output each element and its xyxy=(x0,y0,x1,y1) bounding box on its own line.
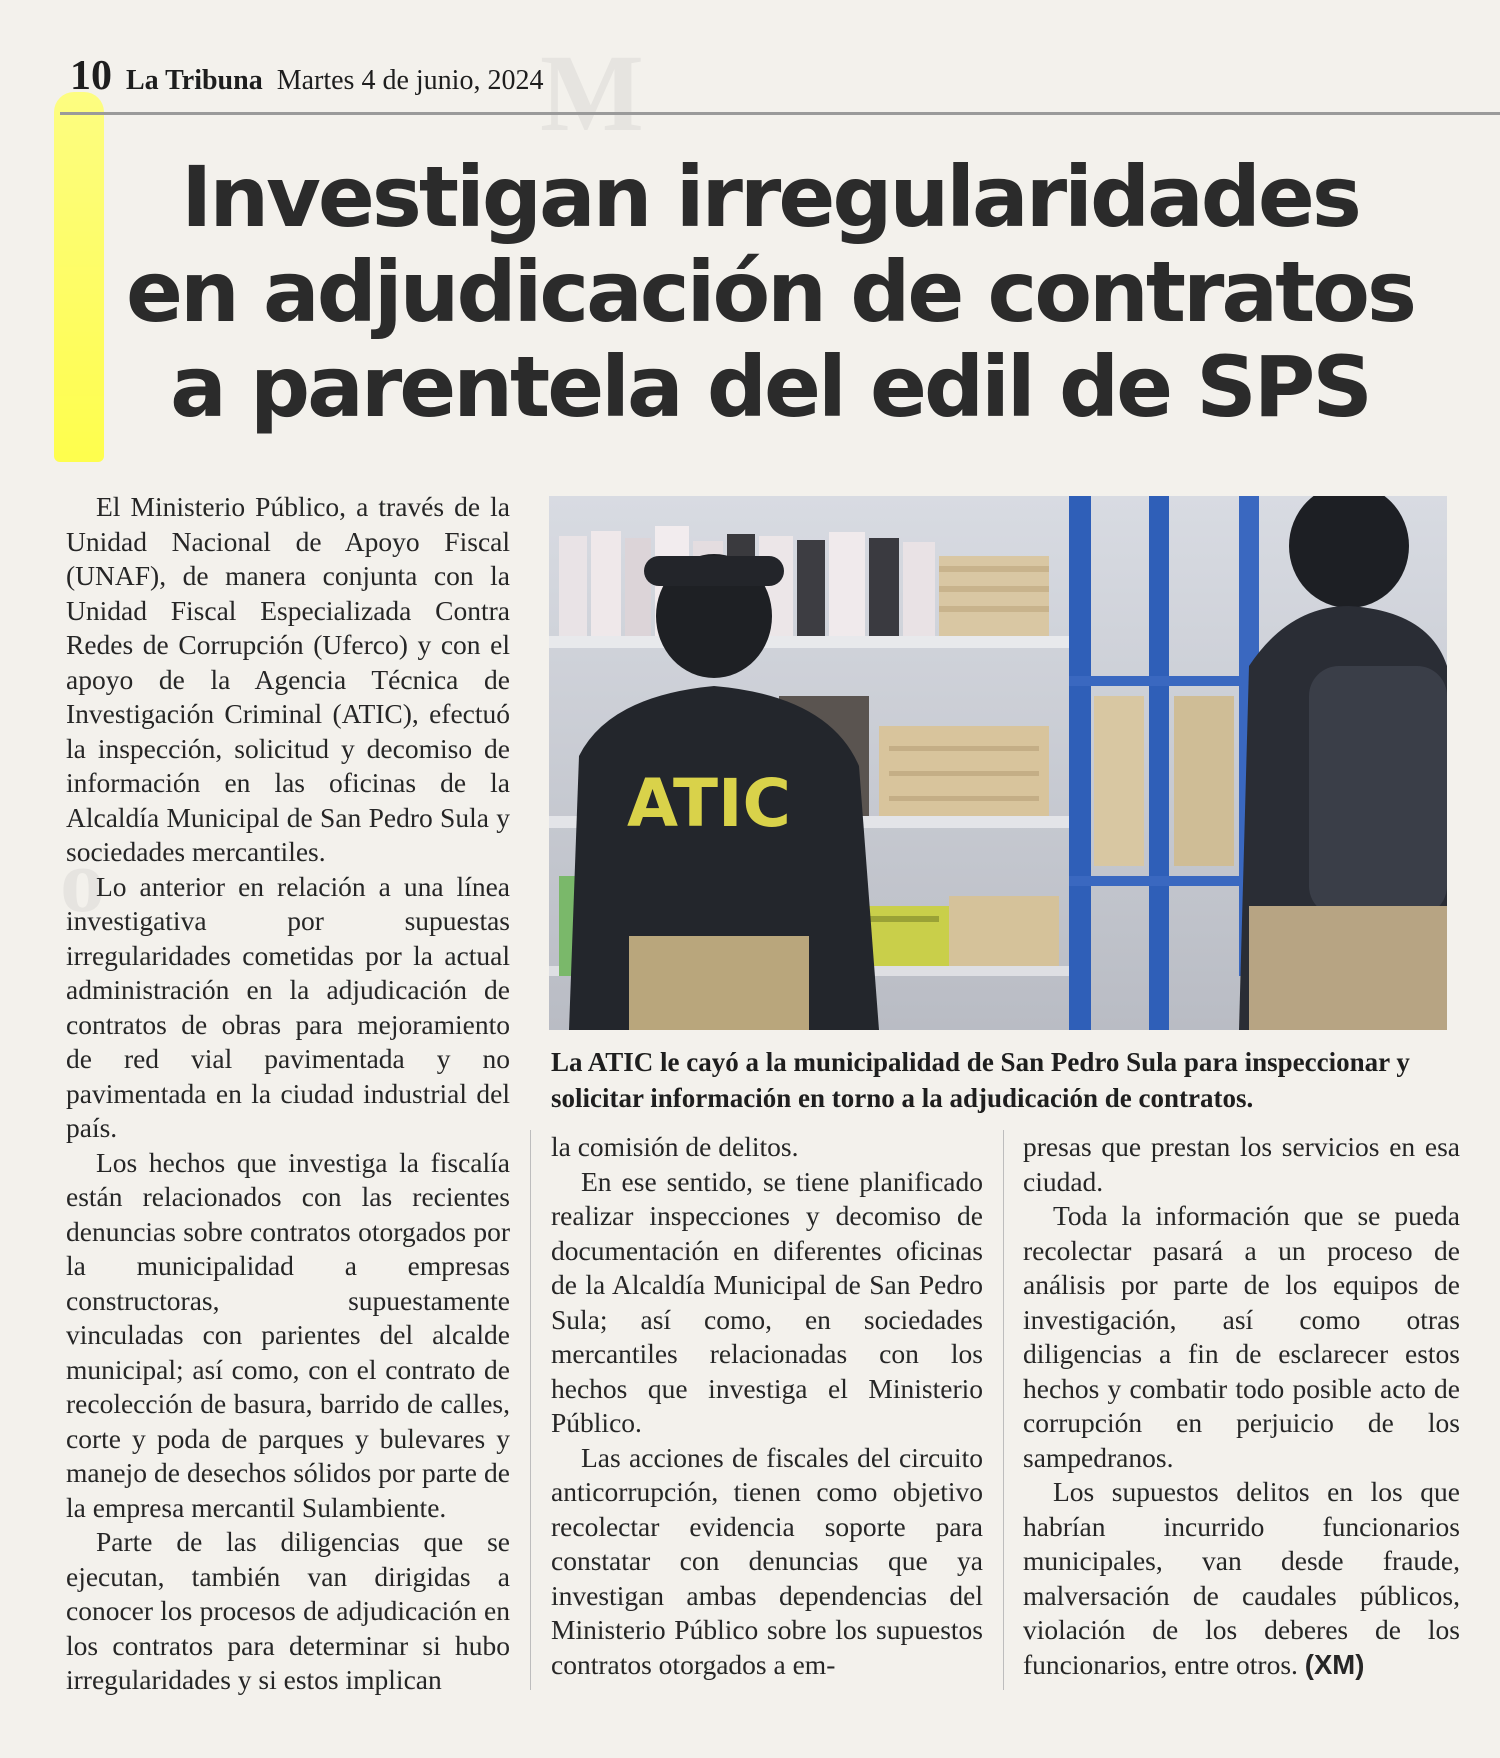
page-number: 10 xyxy=(70,53,112,99)
paragraph-8 xyxy=(1023,1475,1460,1682)
paragraph-5: En ese sentido, se tiene planificado realizar inspecciones y decomiso de documentación en diferentes oficinas de la Alcaldía Municipal de San Pedro Sula; así como, en sociedades mercantiles relacionadas con los hechos que investiga el Ministerio Público. xyxy=(551,1165,983,1438)
paragraph-4-continued: la comisión de delitos. xyxy=(551,1131,799,1162)
paragraph-1: El Ministerio Público, a través de la Unidad Nacional de Apoyo Fiscal (UNAF), de manera conjunta con la Unidad Fiscal Especializada Contra Redes de Corrupción (Uferco) y con el apoyo de la Agencia Técnica de Investigación Criminal (ATIC), efectuó la inspección, solicitud y decomiso de información en las oficinas de la Alcaldía Municipal de San Pedro Sula y sociedades mercantiles. xyxy=(66,491,510,867)
bleed-through-texture: M xyxy=(540,32,644,154)
paragraph-4: Parte de las diligencias que se ejecutan, también van dirigidas a conocer los procesos de adjudicación en los contratos para determinar si hubo irregularidades y si estos implican xyxy=(66,1526,510,1695)
body-column-1 xyxy=(66,490,510,1698)
paragraph-8-text: Los supuestos delitos en los que habrían incurrido funcionarios municipales, van desde fraude, malversación de caudales públicos, violación de los deberes de los funcionarios, entre otros. xyxy=(1023,1476,1460,1680)
body-column-3 xyxy=(1023,1130,1460,1682)
photo-illustration xyxy=(549,496,1447,1030)
headline xyxy=(70,150,1470,435)
headline-line-1: Investigan irregularidades xyxy=(181,148,1359,246)
paragraph-6-continued: presas que prestan los servicios en esa ciudad. xyxy=(1023,1131,1460,1197)
bleed-through-texture-2: o xyxy=(60,832,105,931)
column-divider-1 xyxy=(530,1130,531,1690)
paragraph-7: Toda la información que se pueda recolectar pasará a un proceso de análisis por parte de los equipos de investigación, así como otras diligencias a fin de esclarecer estos hechos y combatir todo posible acto de corrupción en perjuicio de los sampedranos. xyxy=(1023,1200,1460,1473)
headline-line-3: a parentela del edil de SPS xyxy=(170,338,1370,436)
page-header xyxy=(70,52,543,102)
photo-caption: La ATIC le cayó a la municipalidad de San Pedro Sula para inspeccionar y solicitar información en torno a la adjudicación de contratos. xyxy=(551,1047,1410,1113)
paragraph-2: Lo anterior en relación a una línea investigativa por supuestas irregularidades cometidas por la actual administración en la adjudicación de contratos de obras para mejoramiento de red vial pavimentada y no pavimentada en la ciudad industrial del país. xyxy=(66,870,510,1143)
column-divider-2 xyxy=(1003,1130,1004,1690)
paragraph-3: Los hechos que investiga la fiscalía están relacionados con las recientes denuncias sobre contratos otorgados por la municipalidad a empresas constructoras, supuestamente vinculadas con parientes del alcalde municipal; así como, con el contrato de recolección de basura, barrido de calles, corte y poda de parques y bulevares y manejo de desechos sólidos por parte de la empresa mercantil Sulambiente. xyxy=(66,1146,510,1523)
headline-line-2: en adjudicación de contratos xyxy=(126,243,1414,341)
article-photo xyxy=(549,496,1447,1030)
publication-date: Martes 4 de junio, 2024 xyxy=(276,65,544,96)
author-credit: (XM) xyxy=(1304,1648,1365,1680)
body-column-2 xyxy=(551,1130,983,1682)
newspaper-name: La Tribuna xyxy=(126,65,263,96)
paragraph-6: Las acciones de fiscales del circuito anticorrupción, tienen como objetivo recolectar evidencia soporte para constatar con denuncias que ya investigan ambas dependencias del Ministerio Público sobre los supuestos contratos otorgados a em- xyxy=(551,1441,983,1680)
header-rule xyxy=(60,112,1500,115)
vest-label: ATIC xyxy=(627,765,791,842)
